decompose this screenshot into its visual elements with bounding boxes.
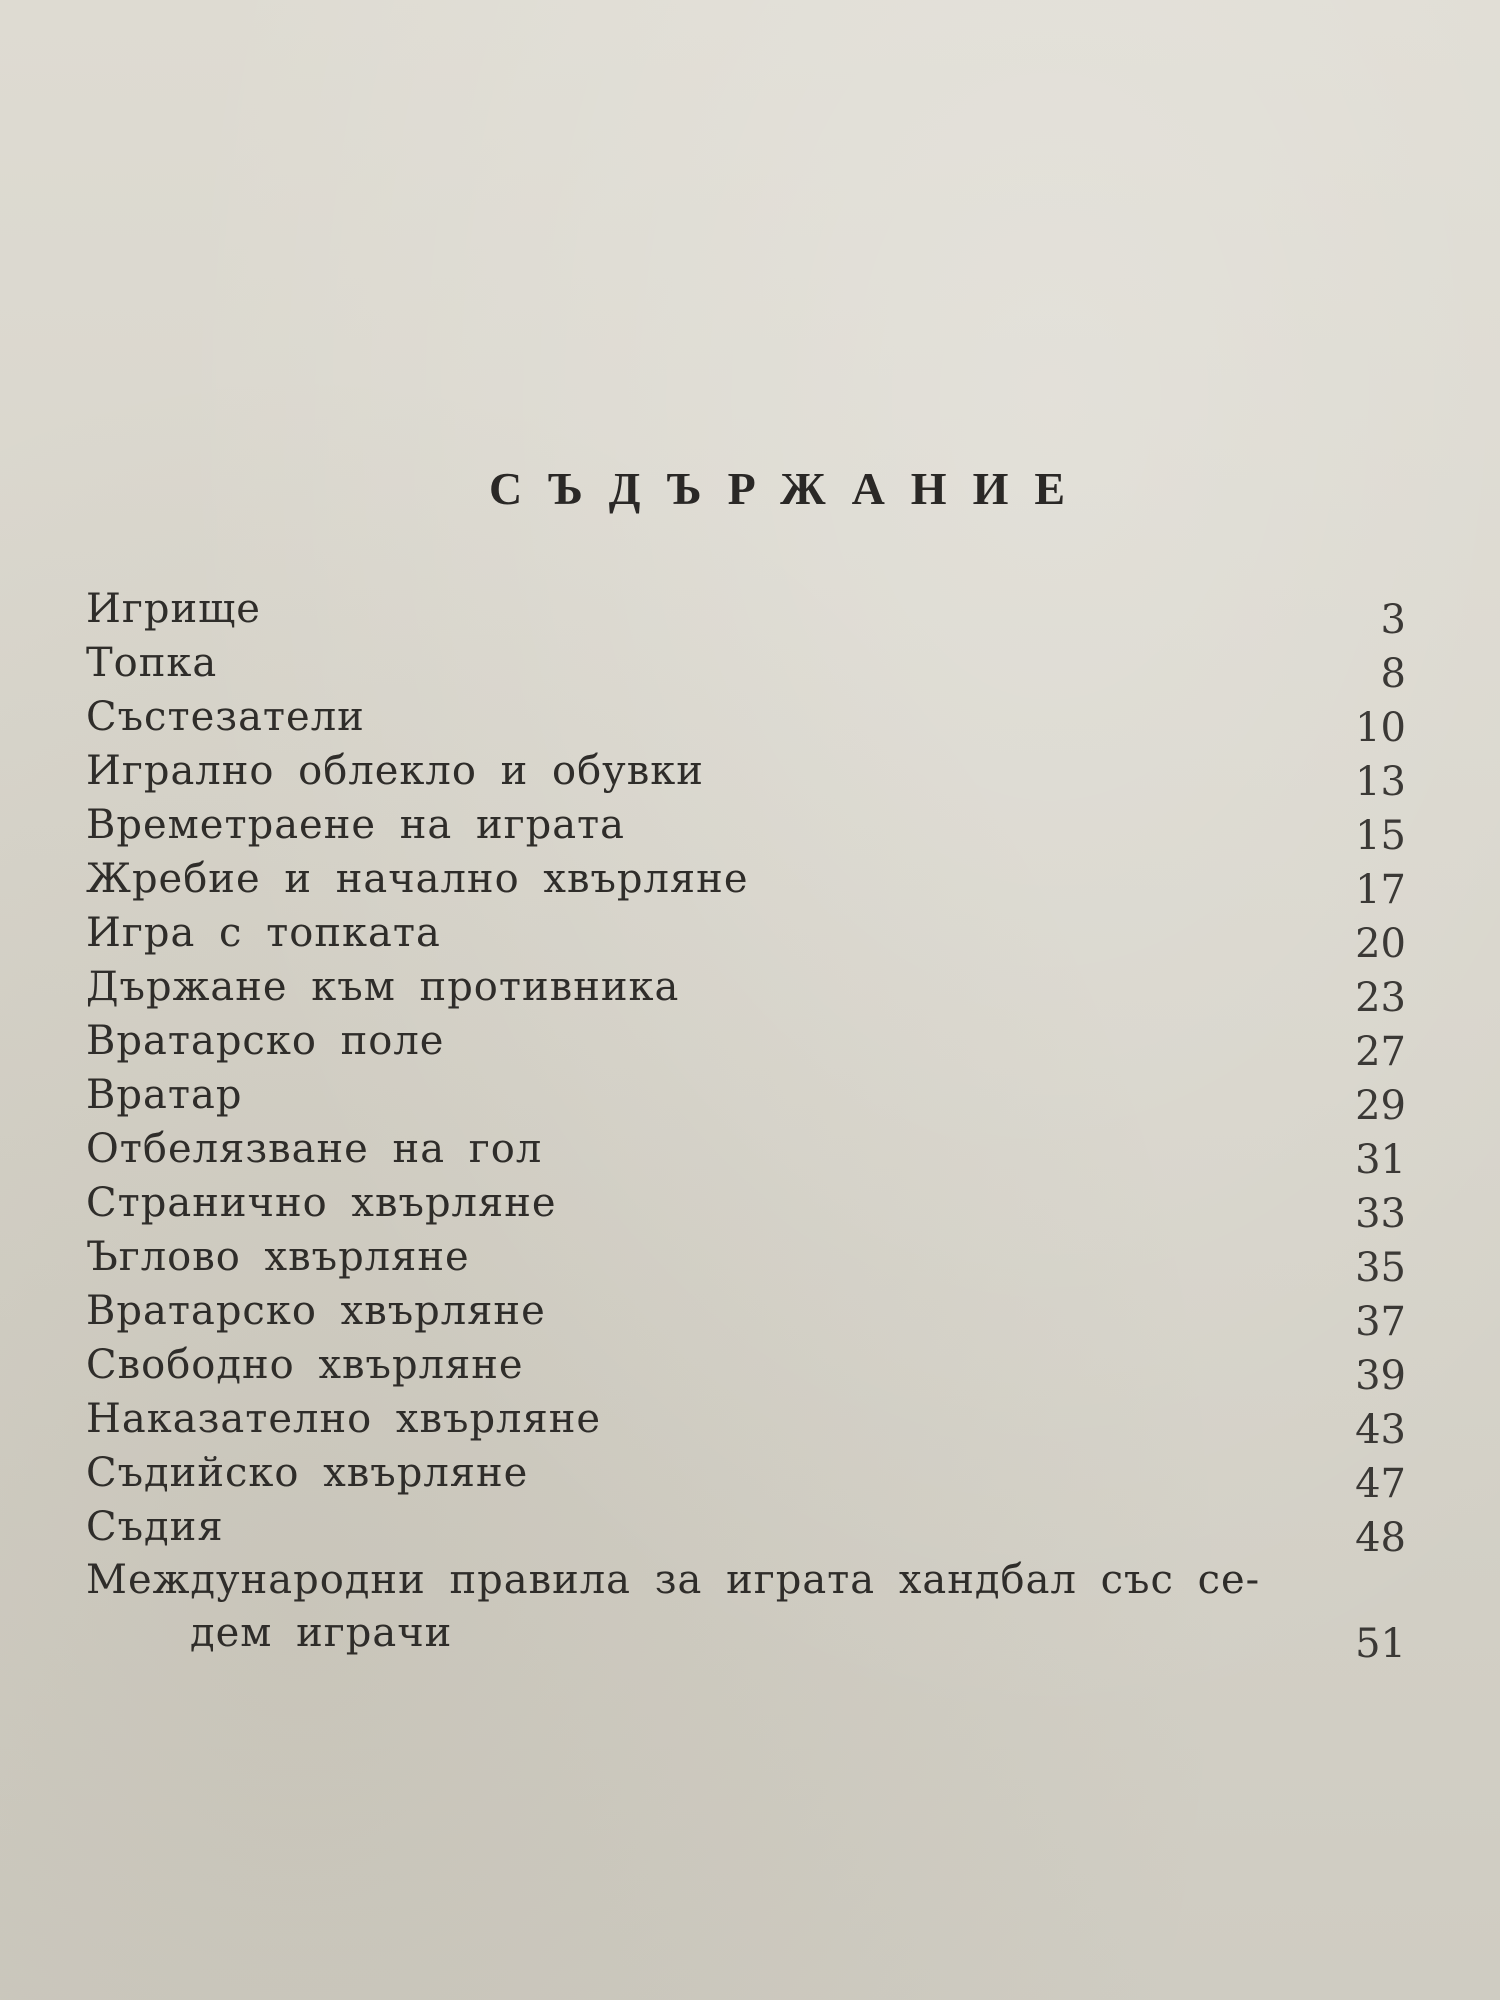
dot-leader — [271, 582, 1290, 636]
toc-entry — [86, 798, 1406, 859]
toc-entry — [86, 960, 1406, 1021]
dot-leader — [234, 1500, 1290, 1554]
toc-entry-page: 17 — [1355, 867, 1406, 913]
toc-entry — [86, 1392, 1406, 1453]
dot-leader — [451, 906, 1290, 960]
dot-leader — [759, 852, 1291, 906]
toc-entry-page: 8 — [1380, 651, 1406, 697]
page-title: СЪДЪРЖАНИЕ — [488, 463, 1092, 514]
dot-leader — [635, 798, 1290, 852]
toc-entry — [86, 1122, 1406, 1183]
toc-entry — [86, 744, 1406, 805]
dot-leader — [567, 1176, 1290, 1230]
dot-leader — [252, 1068, 1290, 1122]
toc-entry-label: Жребие и начално хвърляне — [86, 856, 749, 902]
toc-entry — [86, 1068, 1406, 1129]
toc-entry-first-line — [86, 1554, 1406, 1606]
dot-leader — [454, 1014, 1290, 1068]
dot-leader — [462, 1606, 1290, 1660]
toc-entry — [86, 636, 1406, 697]
toc-entry — [86, 690, 1406, 751]
toc-entry-label: Вратарско поле — [86, 1018, 445, 1064]
toc-entry-label: Игра с топката — [86, 910, 441, 956]
toc-entry-label: Топка — [86, 640, 218, 686]
toc-entry-label: Вратарско хвърляне — [86, 1288, 546, 1334]
toc-entry-label: Времетраене на играта — [86, 802, 626, 848]
toc-entry-label: Игрище — [86, 586, 261, 632]
dot-leader — [534, 1338, 1290, 1392]
toc-entry — [86, 1284, 1406, 1345]
toc-entry-label-continuation: дем играчи — [190, 1610, 453, 1656]
toc-entry-page: 27 — [1355, 1029, 1406, 1075]
dot-leader — [227, 636, 1290, 690]
toc-entry-page: 3 — [1380, 597, 1406, 643]
toc-entry-page: 43 — [1355, 1407, 1406, 1453]
dot-leader — [552, 1122, 1290, 1176]
toc-entry — [86, 1014, 1406, 1075]
toc-entry-label: Наказателно хвърляне — [86, 1396, 602, 1442]
toc-entry — [86, 852, 1406, 913]
dot-leader — [375, 690, 1290, 744]
toc-entry-page: 23 — [1355, 975, 1406, 1021]
toc-entry — [86, 582, 1406, 643]
toc-entry-label: Вратар — [86, 1072, 243, 1118]
toc-entry — [86, 1446, 1406, 1507]
toc-entry-label: Състезатели — [86, 694, 365, 740]
toc-entry-page: 48 — [1355, 1515, 1406, 1561]
toc-entry-label: Свободно хвърляне — [86, 1342, 524, 1388]
toc-entry-page: 33 — [1355, 1191, 1406, 1237]
toc-entry-label: Съдийско хвърляне — [86, 1450, 529, 1496]
toc-entry-page: 31 — [1355, 1137, 1406, 1183]
toc-entry-page: 29 — [1355, 1083, 1406, 1129]
toc-entry-label: Държане към противника — [86, 964, 680, 1010]
toc-entry-page: 35 — [1355, 1245, 1406, 1291]
toc-entry — [86, 1176, 1406, 1237]
table-of-contents — [86, 582, 1406, 1667]
toc-entry — [86, 1500, 1406, 1561]
toc-entry-label: Международни правила за играта хандбал със се- — [86, 1557, 1261, 1603]
toc-entry-page: 39 — [1355, 1353, 1406, 1399]
toc-entry-label: Съдия — [86, 1504, 224, 1550]
dot-leader — [480, 1230, 1290, 1284]
toc-entry-page: 10 — [1355, 705, 1406, 751]
toc-entry-label: Отбелязване на гол — [86, 1126, 543, 1172]
toc-entry — [86, 906, 1406, 967]
toc-entry-page: 13 — [1355, 759, 1406, 805]
toc-entry — [86, 1230, 1406, 1291]
dot-leader — [538, 1446, 1290, 1500]
toc-entry-page: 47 — [1355, 1461, 1406, 1507]
toc-entry-continuation — [86, 1606, 1406, 1667]
dot-leader — [714, 744, 1290, 798]
toc-entry-label: Игрално облекло и обувки — [86, 748, 704, 794]
toc-entry-label: Странично хвърляне — [86, 1180, 557, 1226]
toc-entry — [86, 1338, 1406, 1399]
dot-leader — [556, 1284, 1290, 1338]
toc-entry-page: 37 — [1355, 1299, 1406, 1345]
toc-entry-label: Ъглово хвърляне — [86, 1234, 470, 1280]
toc-entry-page: 51 — [1355, 1621, 1406, 1667]
dot-leader — [611, 1392, 1290, 1446]
toc-entry-page: 20 — [1355, 921, 1406, 967]
toc-entry-page: 15 — [1355, 813, 1406, 859]
dot-leader — [689, 960, 1290, 1014]
